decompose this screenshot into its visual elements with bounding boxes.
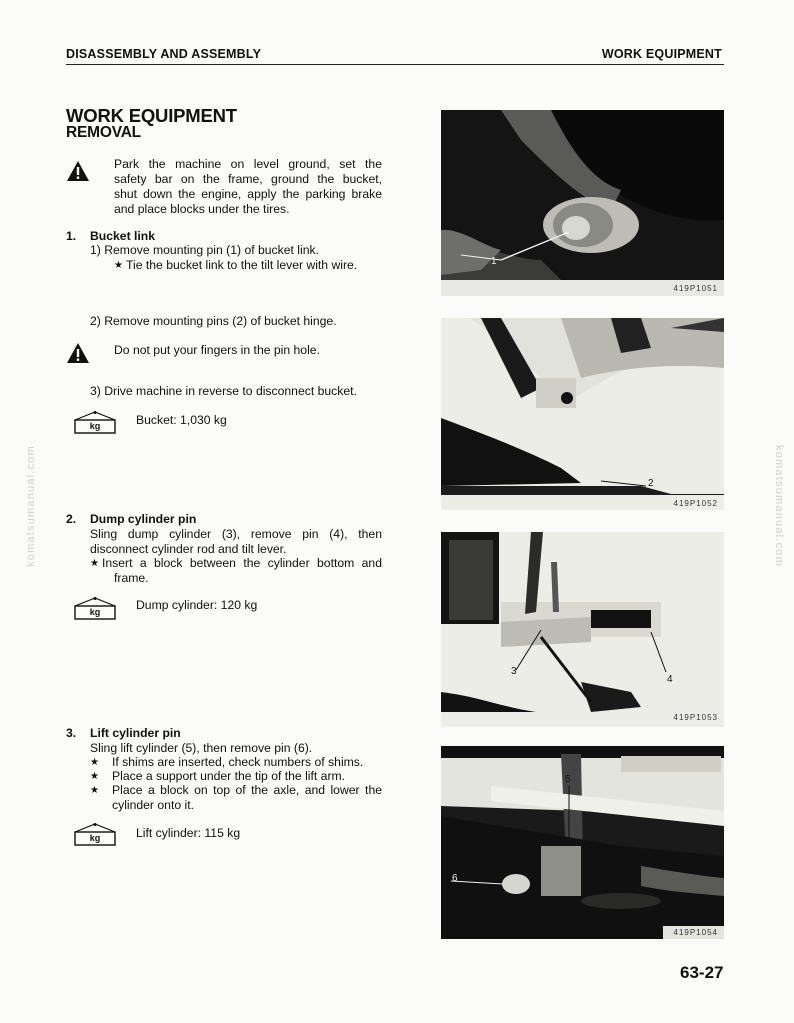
step2-number: 2. <box>66 512 77 526</box>
step3-line: Sling lift cylinder (5), then remove pin (6). <box>90 741 313 755</box>
photo-dump-cylinder <box>441 532 724 727</box>
step3-note3-line: cylinder onto it. <box>112 798 194 812</box>
step3-heading: Lift cylinder pin <box>90 726 181 740</box>
warning-icon <box>66 342 90 364</box>
step2-line: Sling dump cylinder (3), remove pin (4), then <box>90 527 382 541</box>
weight-icon <box>73 596 117 620</box>
header-rule <box>66 64 724 65</box>
step1-warning: Do not put your fingers in the pin hole. <box>114 343 320 357</box>
watermark-right: komatsumanual.com <box>772 445 785 567</box>
star-icon: ★ <box>114 260 123 271</box>
main-warning-line: Park the machine on level ground, set the <box>114 157 382 171</box>
photo-callout: 2 <box>648 478 654 489</box>
main-warning-line: shut down the engine, apply the parking brake <box>114 187 382 201</box>
step3-note3-line: Place a block on top of the axle, and lower the <box>112 783 382 797</box>
photo-caption: 419P1051 <box>673 284 718 293</box>
weight-icon <box>73 822 117 846</box>
page-number: 63-27 <box>680 963 724 982</box>
photo-lift-cylinder <box>441 746 724 939</box>
photo-caption: 419P1052 <box>673 499 718 508</box>
photo-caption: 419P1054 <box>673 928 718 937</box>
photo-callout: 6 <box>452 873 458 884</box>
step3-note1-text: If shims are inserted, check numbers of shims. <box>112 755 364 769</box>
main-warning-line: and place blocks under the tires. <box>114 202 290 216</box>
photo-callout: 1 <box>491 256 497 267</box>
star-icon: ★ <box>90 785 99 796</box>
warning-icon <box>66 160 90 182</box>
step3-note2 <box>90 769 345 784</box>
step1-note1 <box>114 258 357 273</box>
step1-number: 1. <box>66 229 77 243</box>
step2-weight: Dump cylinder: 120 kg <box>136 598 258 612</box>
page-subtitle: REMOVAL <box>66 124 141 141</box>
star-icon: ★ <box>90 558 99 569</box>
photo-bucket-hinge <box>441 318 724 510</box>
photo-callout: 4 <box>667 674 673 685</box>
header-chapter-title: WORK EQUIPMENT <box>601 47 722 61</box>
weight-icon-label: kg <box>89 421 101 431</box>
watermark-left: komatsumanual.com <box>24 445 37 567</box>
photo-caption: 419P1053 <box>673 713 718 722</box>
weight-icon-label: kg <box>89 833 101 843</box>
step3-note3 <box>90 783 382 813</box>
photo-bucket-link <box>441 110 724 296</box>
step1-note1-text: Tie the bucket link to the tilt lever with wire. <box>126 258 358 272</box>
photo-callout: 3 <box>511 666 517 677</box>
page-title: WORK EQUIPMENT <box>66 105 237 126</box>
main-warning-text <box>114 157 382 217</box>
weight-icon-label: kg <box>89 607 101 617</box>
star-icon: ★ <box>90 757 99 768</box>
star-icon: ★ <box>90 771 99 782</box>
step1-item2: 2) Remove mounting pins (2) of bucket hinge. <box>90 314 337 328</box>
step2-heading: Dump cylinder pin <box>90 512 197 526</box>
step3-note2-text: Place a support under the tip of the lift arm. <box>112 769 346 783</box>
step3-note1 <box>90 755 363 770</box>
step1-item3: 3) Drive machine in reverse to disconnect bucket. <box>90 384 357 398</box>
step1-heading: Bucket link <box>90 229 156 243</box>
header-section-title: DISASSEMBLY AND ASSEMBLY <box>66 47 262 61</box>
step1-item1: 1) Remove mounting pin (1) of bucket link. <box>90 243 319 257</box>
step2-line: disconnect cylinder rod and tilt lever. <box>90 542 287 556</box>
step3-number: 3. <box>66 726 77 740</box>
step2-note-line: Insert a block between the cylinder bottom and <box>102 556 382 570</box>
step1-weight: Bucket: 1,030 kg <box>136 413 227 427</box>
step2-note-line: frame. <box>114 571 149 585</box>
weight-icon <box>73 410 117 434</box>
step2-text <box>90 527 382 557</box>
step2-note <box>90 556 382 586</box>
photo-callout: 5 <box>565 774 571 785</box>
main-warning-line: safety bar on the frame, ground the bucket, <box>114 172 382 186</box>
step3-weight: Lift cylinder: 115 kg <box>136 826 241 840</box>
